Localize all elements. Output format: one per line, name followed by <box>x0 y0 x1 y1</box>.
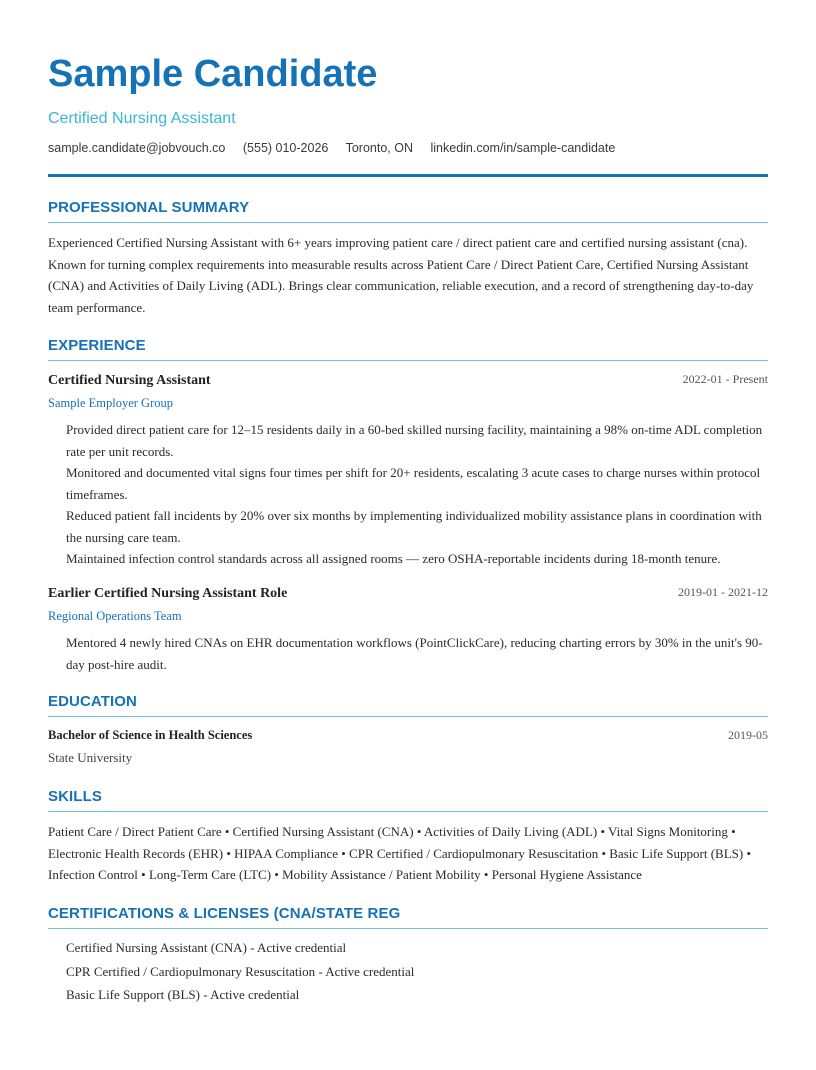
education-rule <box>48 716 768 717</box>
job-bullet: Monitored and documented vital signs four times per shift for 20+ residents, escalating 3 acute cases to charge nurses within protocol timeframes. <box>66 465 761 502</box>
job-bullet: Provided direct patient care for 12–15 residents daily in a 60-bed skilled nursing facility, maintaining a 98% on-time ADL completion rate per unit records. <box>66 422 763 459</box>
job-dates: 2019-01 - 2021-12 <box>678 585 768 599</box>
job-bullet: Maintained infection control standards across all assigned rooms — zero OSHA-reportable incidents during 18-month tenure. <box>66 551 721 566</box>
contact-phone: (555) 010-2026 <box>242 141 329 155</box>
job-bullets <box>66 419 766 570</box>
job-bullet: Reduced patient fall incidents by 20% over six months by implementing individualized mobility assistance plans in coordination with the nursing care team. <box>66 508 762 545</box>
education-date: 2019-05 <box>728 728 768 742</box>
contact-linkedin[interactable]: linkedin.com/in/sample-candidate <box>430 141 616 155</box>
job-employer: Regional Operations Team <box>48 609 182 623</box>
job-bullet: Mentored 4 newly hired CNAs on EHR documentation workflows (PointClickCare), reducing charting errors by 30% in the unit's 90-day post-hire audit. <box>66 635 763 672</box>
certification-item: CPR Certified / Cardiopulmonary Resuscitation - Active credential <box>66 963 415 979</box>
summary-text: Experienced Certified Nursing Assistant with 6+ years improving patient care / direct patient care and certified nursing assistant (cna). Known for turning complex requirements into measurable results across Patient Care / Direct Patient Care, Certified Nursing Assistant (CNA) and Activities of Daily Living (ADL). Brings clear communication, reliable execution, and a record of strengthening day-to-day team performance. <box>48 235 754 315</box>
skills-rule <box>48 811 768 812</box>
experience-rule <box>48 360 768 361</box>
certifications-rule <box>48 928 768 929</box>
skills-text: Patient Care / Direct Patient Care • Certified Nursing Assistant (CNA) • Activities of Daily Living (ADL) • Vital Signs Monitoring • Electronic Health Records (EHR) • HIPAA Compliance • CPR Certified / Cardiopulmonary Resuscitation • Basic Life Support (BLS) • Infection Control • Long-Term Care (LTC) • Mobility Assistance / Patient Mobility • Personal Hygiene Assistance <box>48 824 752 882</box>
job-dates: 2022-01 - Present <box>682 372 768 386</box>
experience-heading: EXPERIENCE <box>48 337 146 354</box>
certification-item: Certified Nursing Assistant (CNA) - Active credential <box>66 940 347 955</box>
education-heading: EDUCATION <box>48 693 137 710</box>
summary-rule <box>48 222 768 223</box>
education-school: State University <box>48 750 133 765</box>
certification-item: Basic Life Support (BLS) - Active credential <box>66 987 300 1002</box>
candidate-title: Certified Nursing Assistant <box>48 110 236 127</box>
header-divider <box>48 174 768 177</box>
certifications-list <box>66 936 766 1007</box>
contact-email[interactable]: sample.candidate@jobvouch.co <box>48 141 226 155</box>
job-title: Certified Nursing Assistant <box>48 373 211 388</box>
contact-location: Toronto, ON <box>345 141 413 155</box>
job-title: Earlier Certified Nursing Assistant Role <box>48 586 288 601</box>
summary-heading: PROFESSIONAL SUMMARY <box>48 199 250 216</box>
job-bullets <box>66 632 766 675</box>
contact-line <box>48 141 629 155</box>
job-employer: Sample Employer Group <box>48 396 173 410</box>
education-degree: Bachelor of Science in Health Sciences <box>48 728 253 742</box>
candidate-name: Sample Candidate <box>48 53 378 95</box>
skills-heading: SKILLS <box>48 788 102 805</box>
certifications-heading: CERTIFICATIONS & LICENSES (CNA/STATE REG <box>48 905 401 922</box>
